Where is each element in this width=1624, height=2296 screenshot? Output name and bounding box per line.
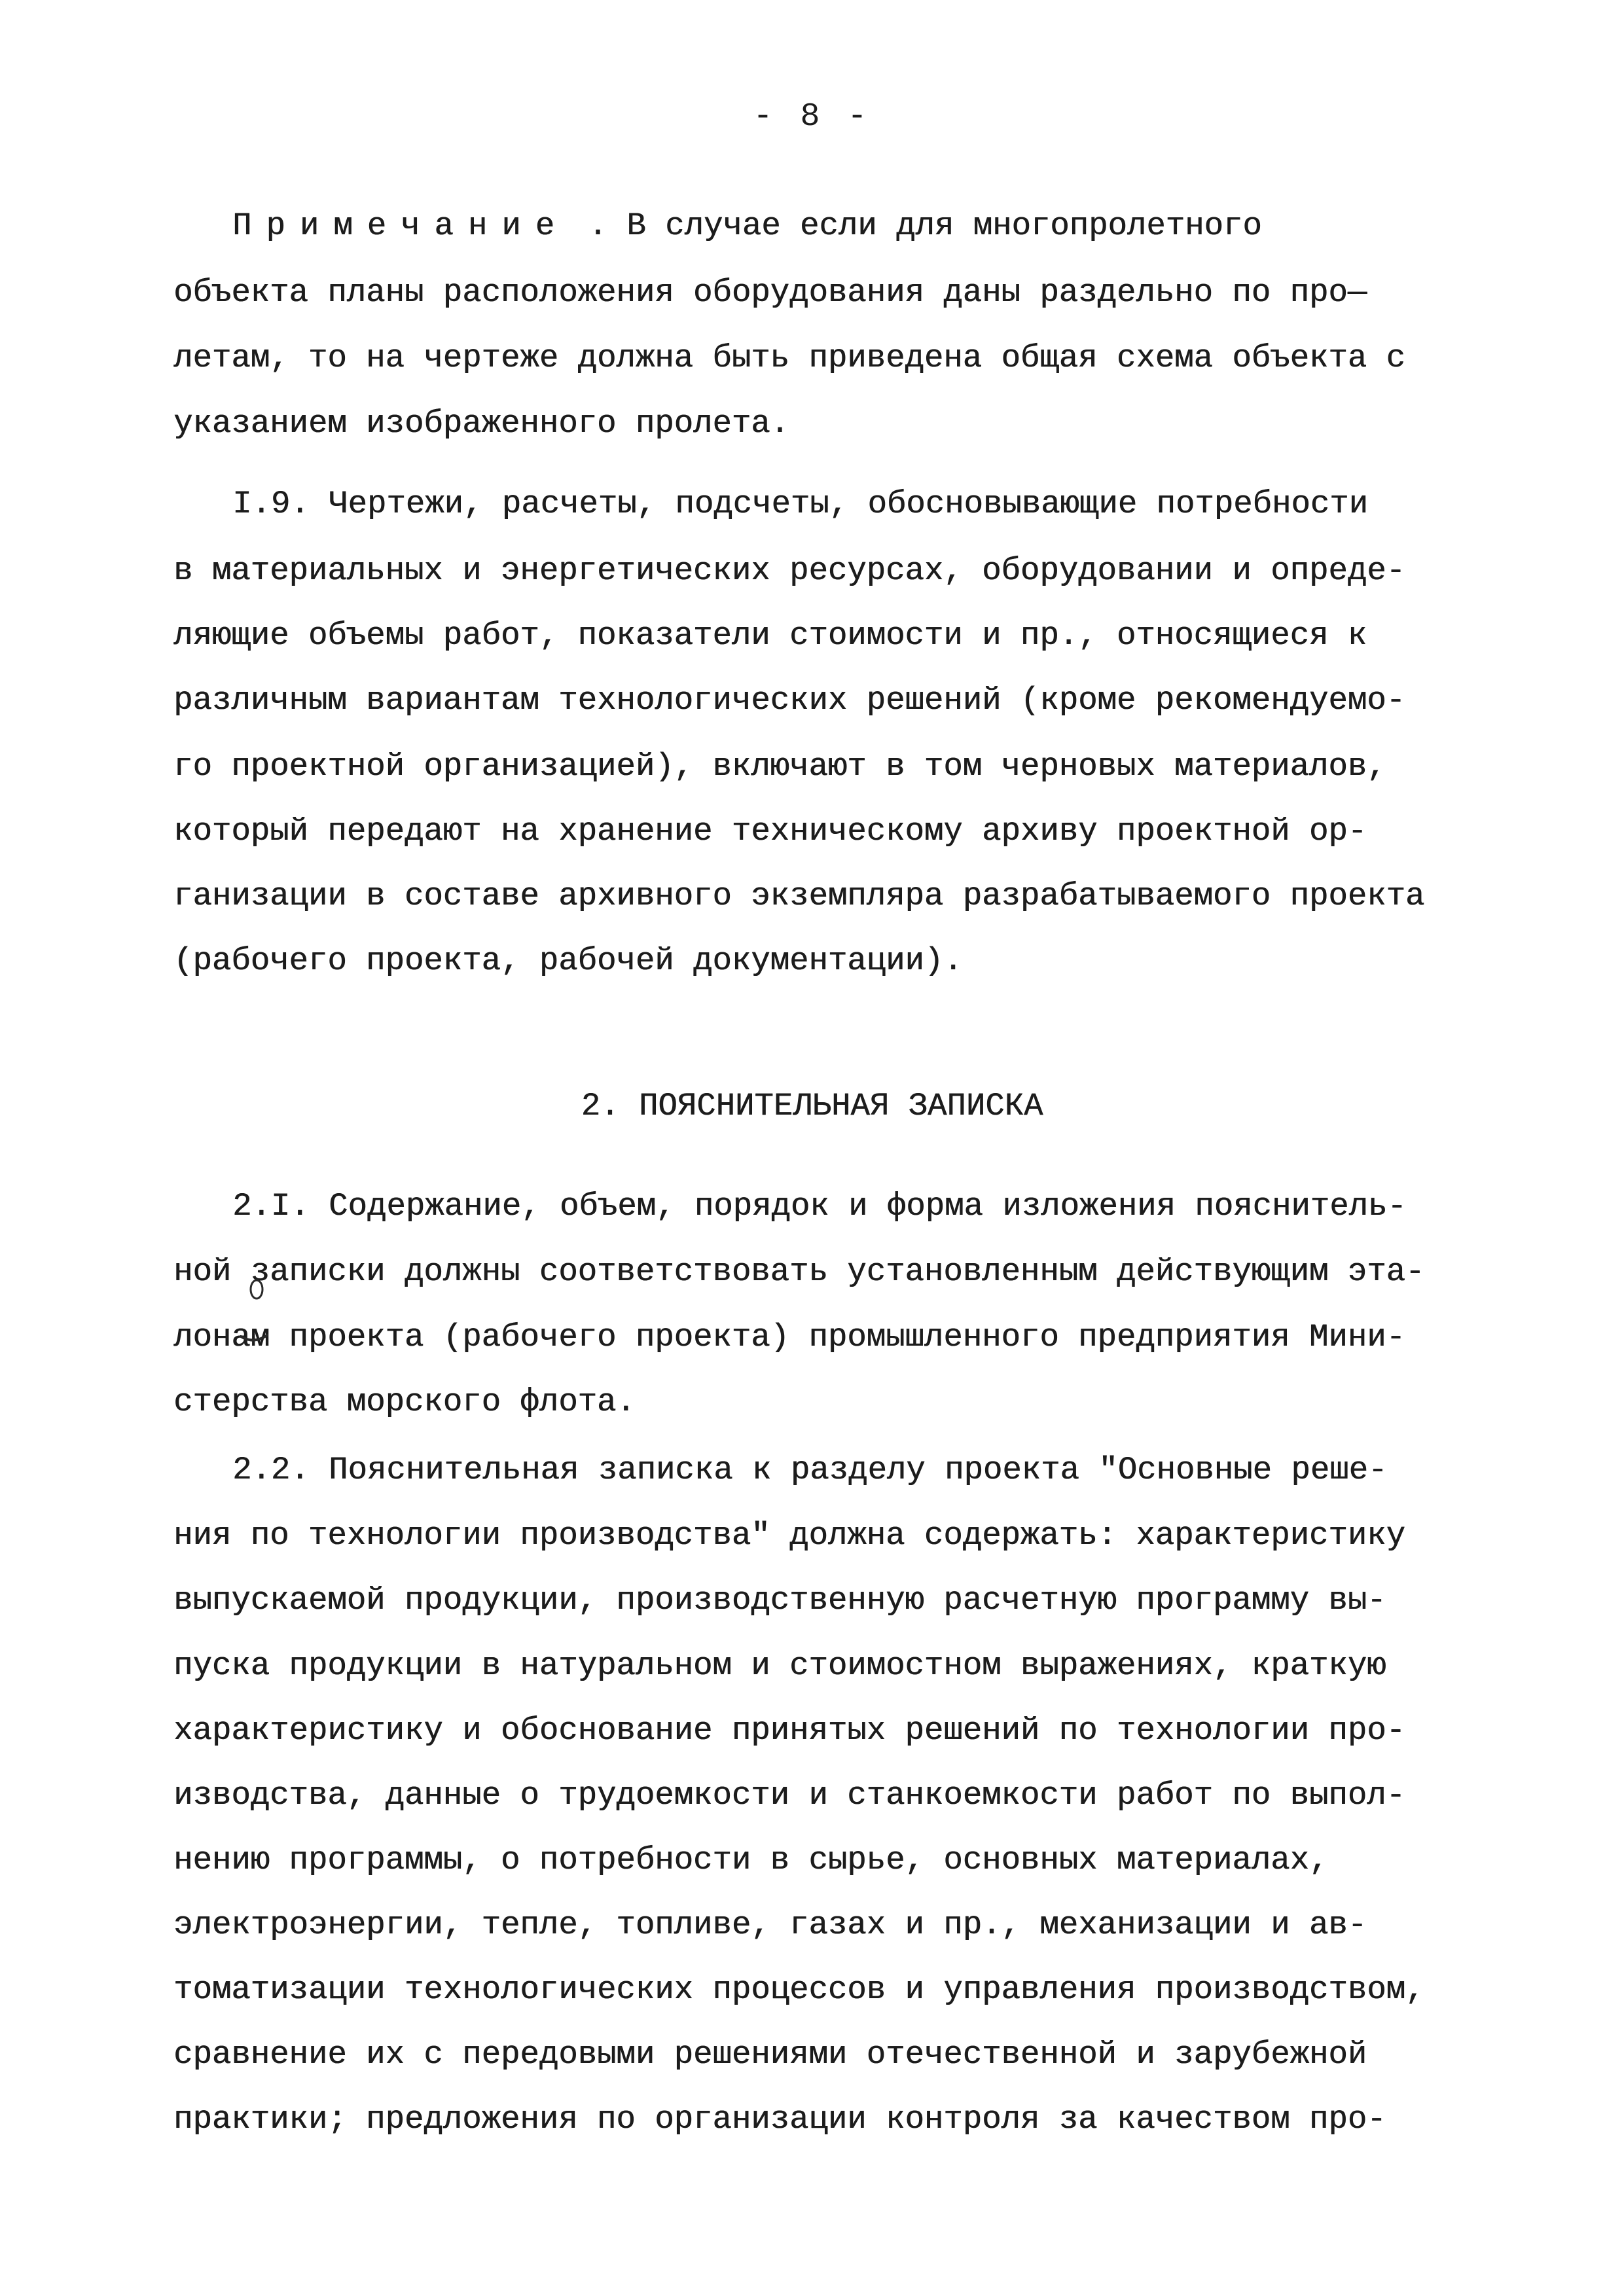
clause-2-2-line-3: выпускаемой продукции, производственную расчетную программу вы- <box>173 1582 1386 1619</box>
clause-1-9-line-5: го проектной организацией), включают в том черновых материалов, <box>173 748 1386 785</box>
clause-1-9-line-6: который передают на хранение техническому архиву проектной ор- <box>173 813 1367 850</box>
clause-2-2-line-9: томатизации технологических процессов и управления производством, <box>173 1971 1425 2008</box>
clause-2-2-line-1: 2.2. Пояснительная записка к разделу проекта "Основные реше- <box>232 1452 1388 1488</box>
clause-1-9-line-8: (рабочего проекта, рабочей документации). <box>173 942 963 979</box>
clause-1-9-line-1: I.9. Чертежи, расчеты, подсчеты, обосновывающие потребности <box>232 486 1368 522</box>
note-line-3: летам, то на чертеже должна быть приведена общая схема объекта с <box>173 340 1405 376</box>
clause-2-2-line-11: практики; предложения по организации контроля за качеством про- <box>173 2101 1386 2138</box>
clause-2-1-line-4: стерства морского флота. <box>173 1384 636 1420</box>
clause-2-2-line-6: изводства, данные о трудоемкости и станкоемкости работ по выпол- <box>173 1777 1405 1814</box>
note-line-2: объекта планы расположения оборудования даны раздельно по про— <box>173 274 1367 311</box>
section-heading: 2. ПОЯСНИТЕЛЬНАЯ ЗАПИСКА <box>581 1088 1043 1124</box>
note-line-1 <box>232 206 1262 245</box>
clause-1-9-line-3: ляющие объемы работ, показатели стоимости и пр., относящиеся к <box>173 617 1367 654</box>
clause-2-1-line-3: лонам проекта (рабочего проекта) промышленного предприятия Мини- <box>173 1319 1405 1355</box>
clause-1-9-line-7: ганизации в составе архивного экземпляра разрабатываемого проекта <box>173 878 1425 914</box>
clause-2-2-line-7: нению программы, о потребности в сырье, основных материалах, <box>173 1842 1329 1878</box>
clause-2-2-line-4: пуска продукции в натуральном и стоимостном выражениях, краткую <box>173 1647 1386 1684</box>
page-number: - 8 - <box>753 98 871 135</box>
clause-2-1-line-2: ной записки должны соответствовать установленным действующим эта- <box>173 1253 1425 1290</box>
clause-2-1-line-1: 2.I. Содержание, объем, порядок и форма изложения пояснитель- <box>232 1188 1407 1225</box>
note-text: . В случае если для многопролетного <box>569 207 1262 244</box>
clause-2-2-line-5: характеристику и обоснование принятых решений по технологии про- <box>173 1712 1405 1749</box>
note-label: Примечание <box>232 207 569 244</box>
clause-1-9-line-2: в материальных и энергетических ресурсах, оборудовании и опреде- <box>173 552 1405 589</box>
note-line-4: указанием изображенного пролета. <box>173 405 789 442</box>
clause-2-2-line-8: электроэнергии, тепле, топливе, газах и пр., механизации и ав- <box>173 1907 1367 1943</box>
clause-1-9-line-4: различным вариантам технологических решений (кроме рекомендуемо- <box>173 682 1405 719</box>
clause-2-2-line-10: сравнение их с передовыми решениями отечественной и зарубежной <box>173 2036 1367 2073</box>
clause-2-2-line-2: ния по технологии производства" должна содержать: характеристику <box>173 1517 1405 1554</box>
